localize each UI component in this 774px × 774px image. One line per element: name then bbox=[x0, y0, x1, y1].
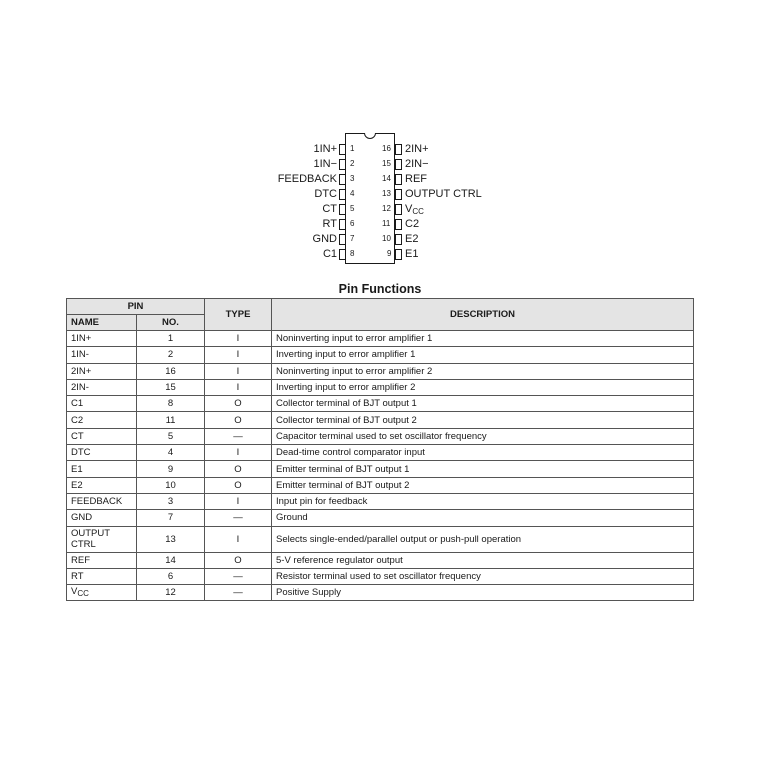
right-pin-number: 9 bbox=[387, 249, 392, 258]
right-pin-lead bbox=[395, 174, 402, 185]
left-pin-label: RT bbox=[322, 218, 337, 230]
right-pin-lead bbox=[395, 144, 402, 155]
pin-number-cell: 3 bbox=[137, 493, 205, 509]
pin-row bbox=[67, 526, 694, 552]
pin-name-cell bbox=[67, 396, 137, 412]
pin-name-cell bbox=[67, 331, 137, 347]
pin-description-cell: 5-V reference regulator output bbox=[272, 552, 694, 568]
left-pin-number: 1 bbox=[350, 144, 355, 153]
pin-description-cell: Collector terminal of BJT output 2 bbox=[272, 412, 694, 428]
right-pin-lead bbox=[395, 219, 402, 230]
pin-description-cell: Ground bbox=[272, 510, 694, 526]
pin-description-cell: Noninverting input to error amplifier 2 bbox=[272, 363, 694, 379]
description-header: DESCRIPTION bbox=[272, 299, 694, 331]
pin-number-cell: 4 bbox=[137, 445, 205, 461]
pin-number-cell: 6 bbox=[137, 568, 205, 584]
right-pin-label-text: OUTPUT CTRL bbox=[405, 188, 482, 200]
pin-type-cell: I bbox=[205, 493, 272, 509]
pin-name-text: E1 bbox=[71, 463, 83, 475]
pin-number-cell: 7 bbox=[137, 510, 205, 526]
pin-number-cell: 8 bbox=[137, 396, 205, 412]
right-pin-label-text: 2IN+ bbox=[405, 143, 429, 155]
name-header: NAME bbox=[67, 315, 137, 331]
pin-name-text: 2IN- bbox=[71, 382, 89, 394]
pin-number-cell: 14 bbox=[137, 552, 205, 568]
pin-name-subscript: CC bbox=[77, 589, 89, 599]
right-pin-lead bbox=[395, 204, 402, 215]
ic-package-diagram bbox=[0, 0, 774, 280]
right-pin-lead bbox=[395, 189, 402, 200]
pin-name-cell bbox=[67, 493, 137, 509]
right-pin-number: 15 bbox=[382, 159, 391, 168]
right-pin-label bbox=[405, 247, 418, 261]
left-pin-number: 2 bbox=[350, 159, 355, 168]
pin-description-cell: Capacitor terminal used to set oscillator frequency bbox=[272, 428, 694, 444]
pin-number-cell: 12 bbox=[137, 585, 205, 601]
pin-type-cell: O bbox=[205, 552, 272, 568]
left-pin-lead bbox=[339, 219, 346, 230]
pin-row bbox=[67, 493, 694, 509]
pin-description-cell: Positive Supply bbox=[272, 585, 694, 601]
right-pin-label bbox=[405, 217, 419, 231]
pin-name-cell bbox=[67, 552, 137, 568]
pin-row bbox=[67, 347, 694, 363]
pin-name-text: GND bbox=[71, 512, 93, 524]
pin-type-cell: — bbox=[205, 585, 272, 601]
pin-name-cell bbox=[67, 445, 137, 461]
pin-name-cell bbox=[67, 412, 137, 428]
right-pin-label-text: REF bbox=[405, 173, 427, 185]
pin-number-cell: 15 bbox=[137, 379, 205, 395]
pin-number-cell: 9 bbox=[137, 461, 205, 477]
pin-description-cell: Dead-time control comparator input bbox=[272, 445, 694, 461]
pin-row bbox=[67, 568, 694, 584]
pin-name-cell bbox=[67, 379, 137, 395]
pin-name-text: FEEDBACK bbox=[71, 496, 123, 508]
pin-name-cell bbox=[67, 568, 137, 584]
pin-type-cell: — bbox=[205, 568, 272, 584]
pin-name-cell bbox=[67, 428, 137, 444]
pin-row bbox=[67, 477, 694, 493]
pin-name-cell bbox=[67, 585, 137, 601]
left-pin-label: FEEDBACK bbox=[277, 173, 337, 185]
pin-description-cell: Input pin for feedback bbox=[272, 493, 694, 509]
pin-number-cell: 16 bbox=[137, 363, 205, 379]
pin-row bbox=[67, 510, 694, 526]
pin-name-text: C2 bbox=[71, 414, 84, 426]
pin-table-body bbox=[67, 331, 694, 601]
pin-row bbox=[67, 461, 694, 477]
pin-header: PIN bbox=[67, 299, 205, 315]
pin-name-text: DTC bbox=[71, 447, 91, 459]
pin-type-cell: I bbox=[205, 379, 272, 395]
pin-type-cell: O bbox=[205, 396, 272, 412]
pin-description-cell: Emitter terminal of BJT output 2 bbox=[272, 477, 694, 493]
right-pin-number: 13 bbox=[382, 189, 391, 198]
pin-description-cell: Selects single-ended/parallel output or push-pull operation bbox=[272, 526, 694, 552]
right-pin-label-text: C2 bbox=[405, 218, 420, 230]
pin-row bbox=[67, 331, 694, 347]
right-pin-label-text: E2 bbox=[405, 233, 419, 245]
right-pin-label-text: 2IN− bbox=[405, 158, 429, 170]
pin-row bbox=[67, 445, 694, 461]
right-pin-lead bbox=[395, 234, 402, 245]
number-header: NO. bbox=[137, 315, 205, 331]
pin-name-text: CT bbox=[71, 430, 84, 442]
pin-functions-table bbox=[66, 298, 694, 601]
right-pin-lead bbox=[395, 249, 402, 260]
left-pin-number: 7 bbox=[350, 234, 355, 243]
pin-row bbox=[67, 585, 694, 601]
pin-row bbox=[67, 412, 694, 428]
pin-name-text: 1IN- bbox=[71, 349, 89, 361]
pin-description-cell: Resistor terminal used to set oscillator frequency bbox=[272, 568, 694, 584]
pin-type-cell: I bbox=[205, 347, 272, 363]
right-pin-number: 10 bbox=[382, 234, 391, 243]
pin-name-text: E2 bbox=[71, 479, 83, 491]
pin-number-cell: 5 bbox=[137, 428, 205, 444]
right-pin-number: 16 bbox=[382, 144, 391, 153]
pin-type-cell: I bbox=[205, 363, 272, 379]
left-pin-lead bbox=[339, 249, 346, 260]
pin-number-cell: 11 bbox=[137, 412, 205, 428]
right-pin-label-text: V bbox=[405, 203, 413, 215]
right-pin-label-text: E1 bbox=[405, 248, 419, 260]
right-pin-number: 12 bbox=[382, 204, 391, 213]
pin-row bbox=[67, 363, 694, 379]
left-pin-lead bbox=[339, 144, 346, 155]
pin-type-cell: I bbox=[205, 331, 272, 347]
pin-description-cell: Inverting input to error amplifier 1 bbox=[272, 347, 694, 363]
left-pin-lead bbox=[339, 189, 346, 200]
left-pin-lead bbox=[339, 234, 346, 245]
left-pin-number: 4 bbox=[350, 189, 355, 198]
pin-type-cell: O bbox=[205, 412, 272, 428]
pin-type-cell: — bbox=[205, 510, 272, 526]
left-pin-lead bbox=[339, 159, 346, 170]
left-pin-label: DTC bbox=[314, 188, 337, 200]
right-pin-label bbox=[405, 232, 418, 246]
pin-description-cell: Collector terminal of BJT output 1 bbox=[272, 396, 694, 412]
pin-row bbox=[67, 379, 694, 395]
pin-name-text: 1IN+ bbox=[71, 333, 92, 345]
right-pin-number: 11 bbox=[382, 219, 391, 228]
pin-name-cell bbox=[67, 526, 137, 552]
pin-row bbox=[67, 428, 694, 444]
pin-number-cell: 2 bbox=[137, 347, 205, 363]
pin-type-cell: I bbox=[205, 445, 272, 461]
pin-name-text: RT bbox=[71, 571, 84, 582]
pin-name-cell bbox=[67, 477, 137, 493]
left-pin-label: C1 bbox=[322, 248, 337, 260]
pin-name-text: REF bbox=[71, 554, 90, 566]
right-pin-label bbox=[405, 157, 429, 171]
pin-name-cell bbox=[67, 510, 137, 526]
type-header: TYPE bbox=[205, 299, 272, 331]
pin-name-cell bbox=[67, 461, 137, 477]
right-pin-lead bbox=[395, 159, 402, 170]
pin-type-cell: O bbox=[205, 461, 272, 477]
pin-name-text: C1 bbox=[71, 398, 84, 410]
right-pin-label bbox=[405, 142, 429, 156]
left-pin-label: GND bbox=[312, 233, 337, 245]
pin-name-cell bbox=[67, 363, 137, 379]
left-pin-lead bbox=[339, 174, 346, 185]
pin-number-cell: 13 bbox=[137, 526, 205, 552]
pin-number-cell: 10 bbox=[137, 477, 205, 493]
left-pin-number: 8 bbox=[350, 249, 355, 258]
right-pin-label bbox=[405, 172, 427, 186]
left-pin-number: 6 bbox=[350, 219, 355, 228]
pin-name-text: V bbox=[71, 586, 78, 598]
pin-name-text: OUTPUT CTRL bbox=[71, 528, 110, 551]
pin-row bbox=[67, 396, 694, 412]
pin-description-cell: Noninverting input to error amplifier 1 bbox=[272, 331, 694, 347]
left-pin-label: 1IN+ bbox=[313, 143, 337, 155]
left-pin-number: 3 bbox=[350, 174, 355, 183]
left-pin-lead bbox=[339, 204, 346, 215]
pin-type-cell: I bbox=[205, 526, 272, 552]
pin-name-cell bbox=[67, 347, 137, 363]
pin1-notch-icon bbox=[364, 133, 376, 145]
pin-type-cell: — bbox=[205, 428, 272, 444]
pin-row bbox=[67, 552, 694, 568]
left-pin-label: CT bbox=[322, 203, 337, 215]
pin-description-cell: Inverting input to error amplifier 2 bbox=[272, 379, 694, 395]
pin-number-cell: 1 bbox=[137, 331, 205, 347]
left-pin-number: 5 bbox=[350, 204, 355, 213]
left-pin-label: 1IN− bbox=[313, 158, 337, 170]
pin-name-text: 2IN+ bbox=[71, 365, 92, 377]
pin-description-cell: Emitter terminal of BJT output 1 bbox=[272, 461, 694, 477]
right-pin-label bbox=[405, 187, 482, 201]
right-pin-label-subscript: CC bbox=[412, 207, 424, 216]
table-title: Pin Functions bbox=[338, 282, 422, 296]
pin-type-cell: O bbox=[205, 477, 272, 493]
right-pin-number: 14 bbox=[382, 174, 391, 183]
